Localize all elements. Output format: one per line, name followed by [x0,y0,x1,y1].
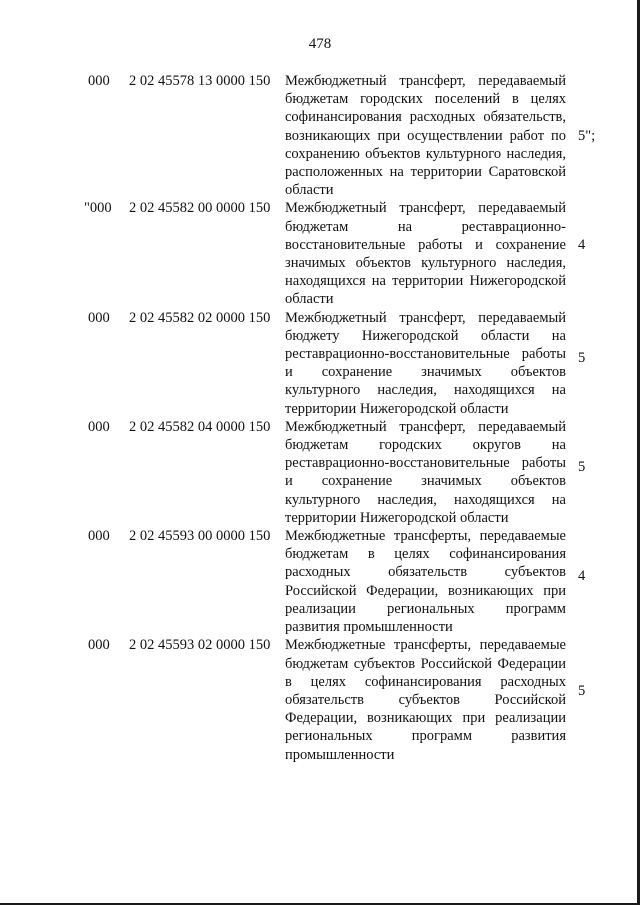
budget-code: 2 02 45593 02 0000 150 [129,637,271,654]
row-value: 5 [578,683,586,700]
row-description: Межбюджетные трансферты, передаваемые бюджетам в целях софинансирования расходных обязательств субъектов Российской Федерации, возникающих при реализации региональных программ развития промышленности [285,528,566,636]
budget-code-table [0,72,640,764]
budget-code: 2 02 45593 00 0000 150 [129,528,271,545]
admin-code: 000 [88,418,110,435]
admin-code: 000 [88,528,110,545]
page-number: 478 [308,36,332,52]
table-row [0,418,640,527]
table-row [0,72,640,199]
admin-code: 000 [88,309,110,326]
row-value: 4 [578,568,586,585]
row-value: 4 [578,237,586,254]
row-description: Межбюджетный трансферт, передаваемый бюджетам городских округов на реставрационно-восстановительные работы и сохранение значимых объектов культурного наследия, находящихся на территории Нижегородской области [285,418,566,526]
budget-code: 2 02 45582 02 0000 150 [129,309,271,326]
row-value: 5"; [578,128,596,144]
admin-code: 000 [88,637,110,654]
row-value: 5 [578,349,586,366]
table-row [0,527,640,636]
budget-code: 2 02 45578 13 0000 150 [129,73,271,89]
admin-code: "000 [84,200,112,217]
row-description: Межбюджетный трансферт, передаваемый бюджету Нижегородской области на реставрационно-восстановительные работы и сохранение значимых объектов культурного наследия, находящихся на территории Нижегородской области [285,309,566,417]
table-row [0,199,640,308]
row-description: Межбюджетный трансферт, передаваемый бюджетам городских поселений в целях софинансирования расходных обязательств, возникающих при осуществлении работ по сохранению объектов культурного наследия, расположенных на территории Саратовской области [285,73,566,199]
table-row [0,309,640,418]
table-row [0,636,640,763]
budget-code: 2 02 45582 00 0000 150 [129,200,271,217]
row-value: 5 [578,458,586,475]
budget-code: 2 02 45582 04 0000 150 [129,418,271,435]
admin-code: 000 [88,73,110,89]
row-description: Межбюджетный трансферт, передаваемый бюджетам на реставрационно-восстановительные работы и сохранение значимых объектов культурного наследия, находящихся на территории Нижегородской области [285,200,566,308]
row-description: Межбюджетные трансферты, передаваемые бюджетам субъектов Российской Федерации в целях софинансирования расходных обязательств субъектов Российской Федерации, возникающих при реализации региональных программ развития промышленности [285,637,566,763]
